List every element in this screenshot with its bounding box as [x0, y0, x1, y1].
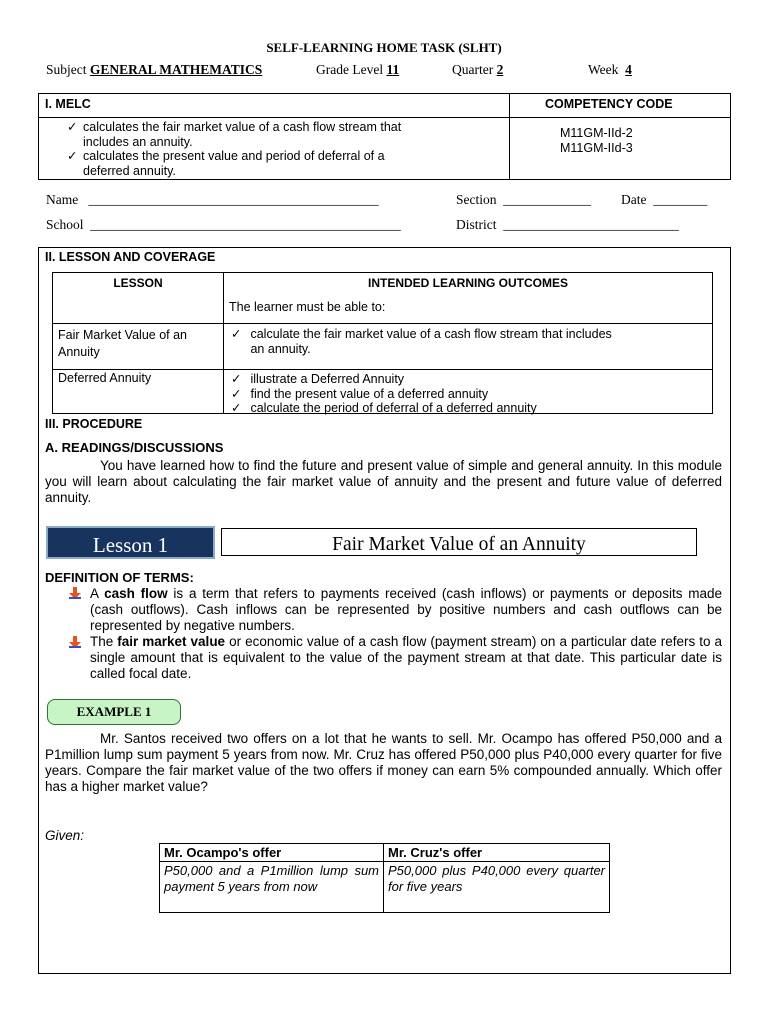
lesson-table [52, 272, 713, 414]
example-badge [47, 699, 181, 725]
procedure-header: III. PROCEDURE [45, 417, 143, 431]
lesson-row-2: Deferred Annuity [58, 371, 152, 385]
date-field[interactable]: Date ________ [621, 192, 708, 207]
melc-items: ✓ calculates the fair market value of a cash flow stream that includes an annuity. ✓ calculates the present value and period of deferral of a deferred annuity. [67, 120, 402, 178]
competency-code-header: COMPETENCY CODE [545, 97, 673, 111]
outcomes-intro: The learner must be able to: [229, 300, 386, 314]
lesson-row-1: Fair Market Value of an Annuity [58, 328, 187, 359]
definition-cash-flow: A cash flow is a term that refers to payments received (cash inflows) or payments or deposits made (cash outflows). Cash inflows can be represented by positive numbers and cash outflows can be represented by negative numbers. [90, 586, 723, 633]
definitions-header: DEFINITION OF TERMS: [45, 570, 194, 585]
melc-header: I. MELC [45, 97, 91, 111]
lesson-column-header: LESSON [113, 276, 163, 290]
bullet-arrow-icon [68, 635, 82, 649]
quarter-field: Quarter 2 [452, 62, 504, 77]
table-cell-ocampo: P50,000 and a P1million lump sum payment 5 years from now [160, 862, 384, 913]
term-cash-flow: cash flow [104, 586, 168, 601]
example-text: Mr. Santos received two offers on a lot that he wants to sell. Mr. Ocampo has offered P50,000 and a P1million lump sum payment 5 years from now. Mr. Cruz has offered P50,000 plus P40,000 every quarter for five years. Compare the fair market value of the two offers if money can earn 5% compounded annually. Which offer has a higher market value? [45, 731, 722, 794]
outcomes-column-header: INTENDED LEARNING OUTCOMES [367, 276, 568, 290]
readings-text: You have learned how to find the future and present value of simple and general annuity. In this module you will learn about calculating the fair market value of annuity and the present and future value of deferred annuity. [45, 458, 722, 505]
melc-box [38, 93, 731, 180]
table-header-ocampo: Mr. Ocampo's offer [160, 844, 384, 862]
table-header-row [160, 844, 610, 862]
subject-value: GENERAL MATHEMATICS [89, 62, 263, 77]
outcome-row-1: ✓ calculate the fair market value of a cash flow stream that includes an annuity. [231, 327, 612, 356]
name-field[interactable]: Name ___________________________________________ [46, 192, 379, 207]
lesson-title: Fair Market Value of an Annuity [332, 534, 586, 555]
bullet-arrow-icon [68, 586, 82, 600]
lesson-label: Lesson 1 [92, 533, 169, 557]
lesson-coverage-header: II. LESSON AND COVERAGE [45, 250, 216, 264]
week-value: 4 [625, 62, 632, 77]
definition-fair-market-value: The fair market value or economic value of a cash flow (payment stream) on a particular date refers to a single amount that is equivalent to the value of the payment stream at that date. This particular date is called focal date. [90, 634, 723, 681]
table-row [160, 862, 610, 913]
readings-header: A. READINGS/DISCUSSIONS [45, 440, 224, 455]
given-table [159, 843, 610, 913]
subject-field: Subject GENERAL MATHEMATICS [46, 62, 263, 77]
example-label: EXAMPLE 1 [76, 704, 152, 719]
table-header-cruz: Mr. Cruz's offer [384, 844, 610, 862]
grade-level-field: Grade Level 11 [316, 62, 400, 77]
document-title: SELF-LEARNING HOME TASK (SLHT) [266, 40, 502, 55]
district-field[interactable]: District __________________________ [456, 217, 679, 232]
lesson-label-banner [46, 526, 215, 559]
outcome-row-2: ✓ illustrate a Deferred Annuity ✓ find the present value of a deferred annuity ✓ calculate the period of deferral of a deferred annuity [231, 372, 537, 415]
school-field[interactable]: School ______________________________________________ [46, 217, 401, 232]
table-cell-cruz: P50,000 plus P40,000 every quarter for five years [384, 862, 610, 913]
quarter-value: 2 [496, 62, 504, 77]
section-field[interactable]: Section _____________ [456, 192, 591, 207]
given-label: Given: [45, 828, 85, 843]
competency-codes: M11GM-IId-2 M11GM-IId-3 [560, 126, 633, 155]
term-fair-market-value: fair market value [117, 634, 226, 649]
week-field: Week 4 [588, 62, 632, 77]
lesson-title-box [221, 528, 697, 556]
grade-value: 11 [386, 62, 400, 77]
